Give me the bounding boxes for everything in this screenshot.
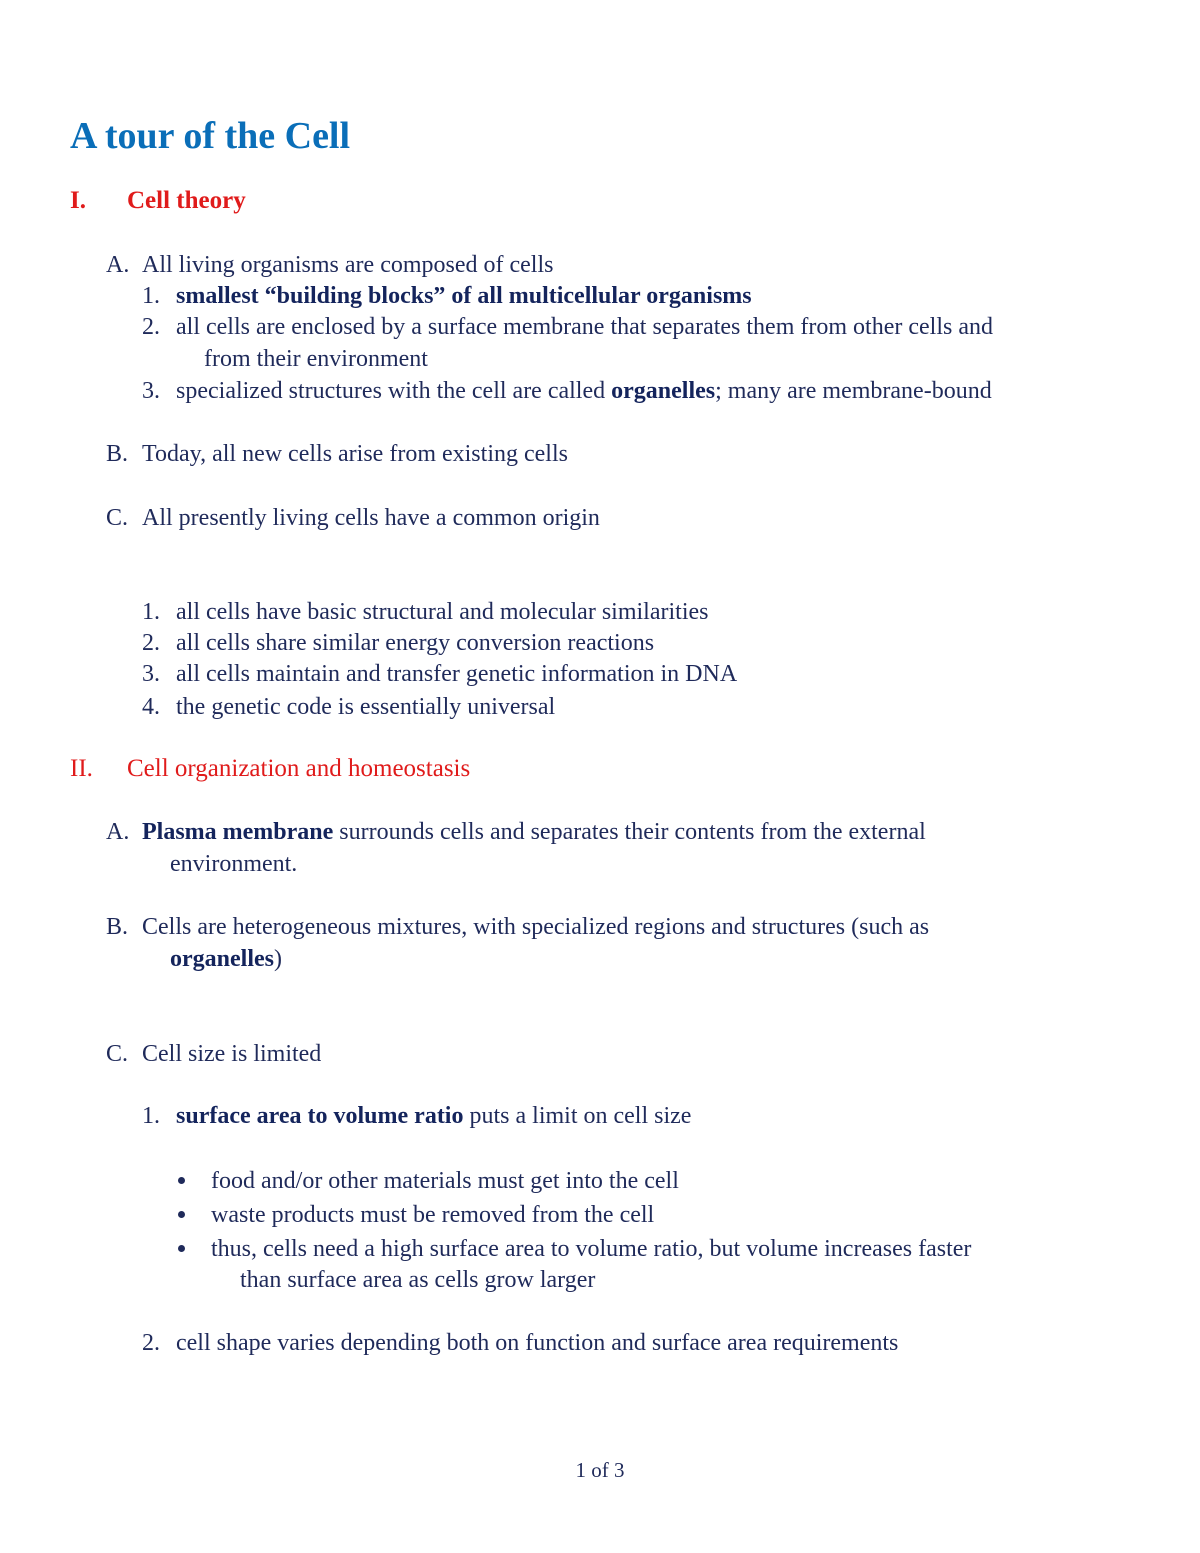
s2-a-bold: Plasma membrane [142,819,334,845]
s1-a3-num: 3. [142,378,160,404]
section-2-heading: Cell organization and homeostasis [127,755,471,782]
s2-a-line [142,817,926,847]
s2-b-post: ) [273,946,282,972]
s2-a-label: A. [106,819,130,845]
s2-c1-bold: surface area to volume ratio [176,1103,464,1129]
s1-c3-text: all cells maintain and transfer genetic information in DNA [176,661,738,687]
s2-c-label: C. [106,1041,129,1067]
s2-c1-bullet-2: waste products must be removed from the cell [211,1202,655,1228]
s2-b-text: Cells are heterogeneous mixtures, with specialized regions and structures (such as [142,914,930,940]
s2-b-label: B. [106,914,129,940]
bullet-icon [178,1245,185,1252]
s1-c-label: C. [106,505,129,531]
s1-c4-num: 4. [142,694,160,720]
s1-a3-bold: organelles [611,378,716,404]
section-2-number: II. [70,755,93,782]
s2-c1-bullet-3-cont: than surface area as cells grow larger [240,1267,596,1293]
s1-c2-num: 2. [142,630,160,656]
s1-c1-text: all cells have basic structural and molecular similarities [176,599,709,625]
s1-c-text: All presently living cells have a common origin [142,505,600,531]
s1-c4-text: the genetic code is essentially universal [176,694,556,720]
s1-a-label: A. [106,252,130,278]
s1-a3-pre: specialized structures with the cell are called [176,378,612,404]
s2-a-text: surrounds cells and separates their contents from the external [333,819,926,845]
s2-c2-num: 2. [142,1330,160,1356]
s2-c1-bullet-3: thus, cells need a high surface area to volume ratio, but volume increases faster [211,1236,972,1262]
s2-c2-text: cell shape varies depending both on function and surface area requirements [176,1330,899,1356]
s1-c1-num: 1. [142,599,160,625]
s2-c1-bullet-1: food and/or other materials must get into the cell [211,1168,679,1194]
s1-c3-num: 3. [142,661,160,687]
s1-a3-post: ; many are membrane-bound [715,378,992,404]
s2-c1-num: 1. [142,1103,160,1129]
s1-a2-text-cont: from their environment [204,346,428,372]
s1-a3-line [176,376,992,406]
bullet-icon [178,1177,185,1184]
s2-c1-post: puts a limit on cell size [463,1103,692,1129]
s2-a-text-cont: environment. [170,851,298,877]
page-number: 1 of 3 [575,1458,625,1482]
s1-a1-num: 1. [142,283,160,309]
s2-b-line2 [170,944,282,974]
s1-b-text: Today, all new cells arise from existing cells [142,441,568,467]
section-1-heading: Cell theory [127,187,246,214]
s1-a-text: All living organisms are composed of cells [142,252,554,278]
s1-b-label: B. [106,441,129,467]
s1-a2-text: all cells are enclosed by a surface membrane that separates them from other cells and [176,314,993,340]
section-1-number: I. [70,187,86,214]
s1-a2-num: 2. [142,314,160,340]
s1-a1-text: smallest “building blocks” of all multicellular organisms [176,283,752,309]
s1-c2-text: all cells share similar energy conversion reactions [176,630,655,656]
document-title: A tour of the Cell [70,115,351,157]
s2-c-text: Cell size is limited [142,1041,322,1067]
s2-b-bold: organelles [170,946,274,972]
bullet-icon [178,1211,185,1218]
s2-c1-line [176,1101,691,1131]
